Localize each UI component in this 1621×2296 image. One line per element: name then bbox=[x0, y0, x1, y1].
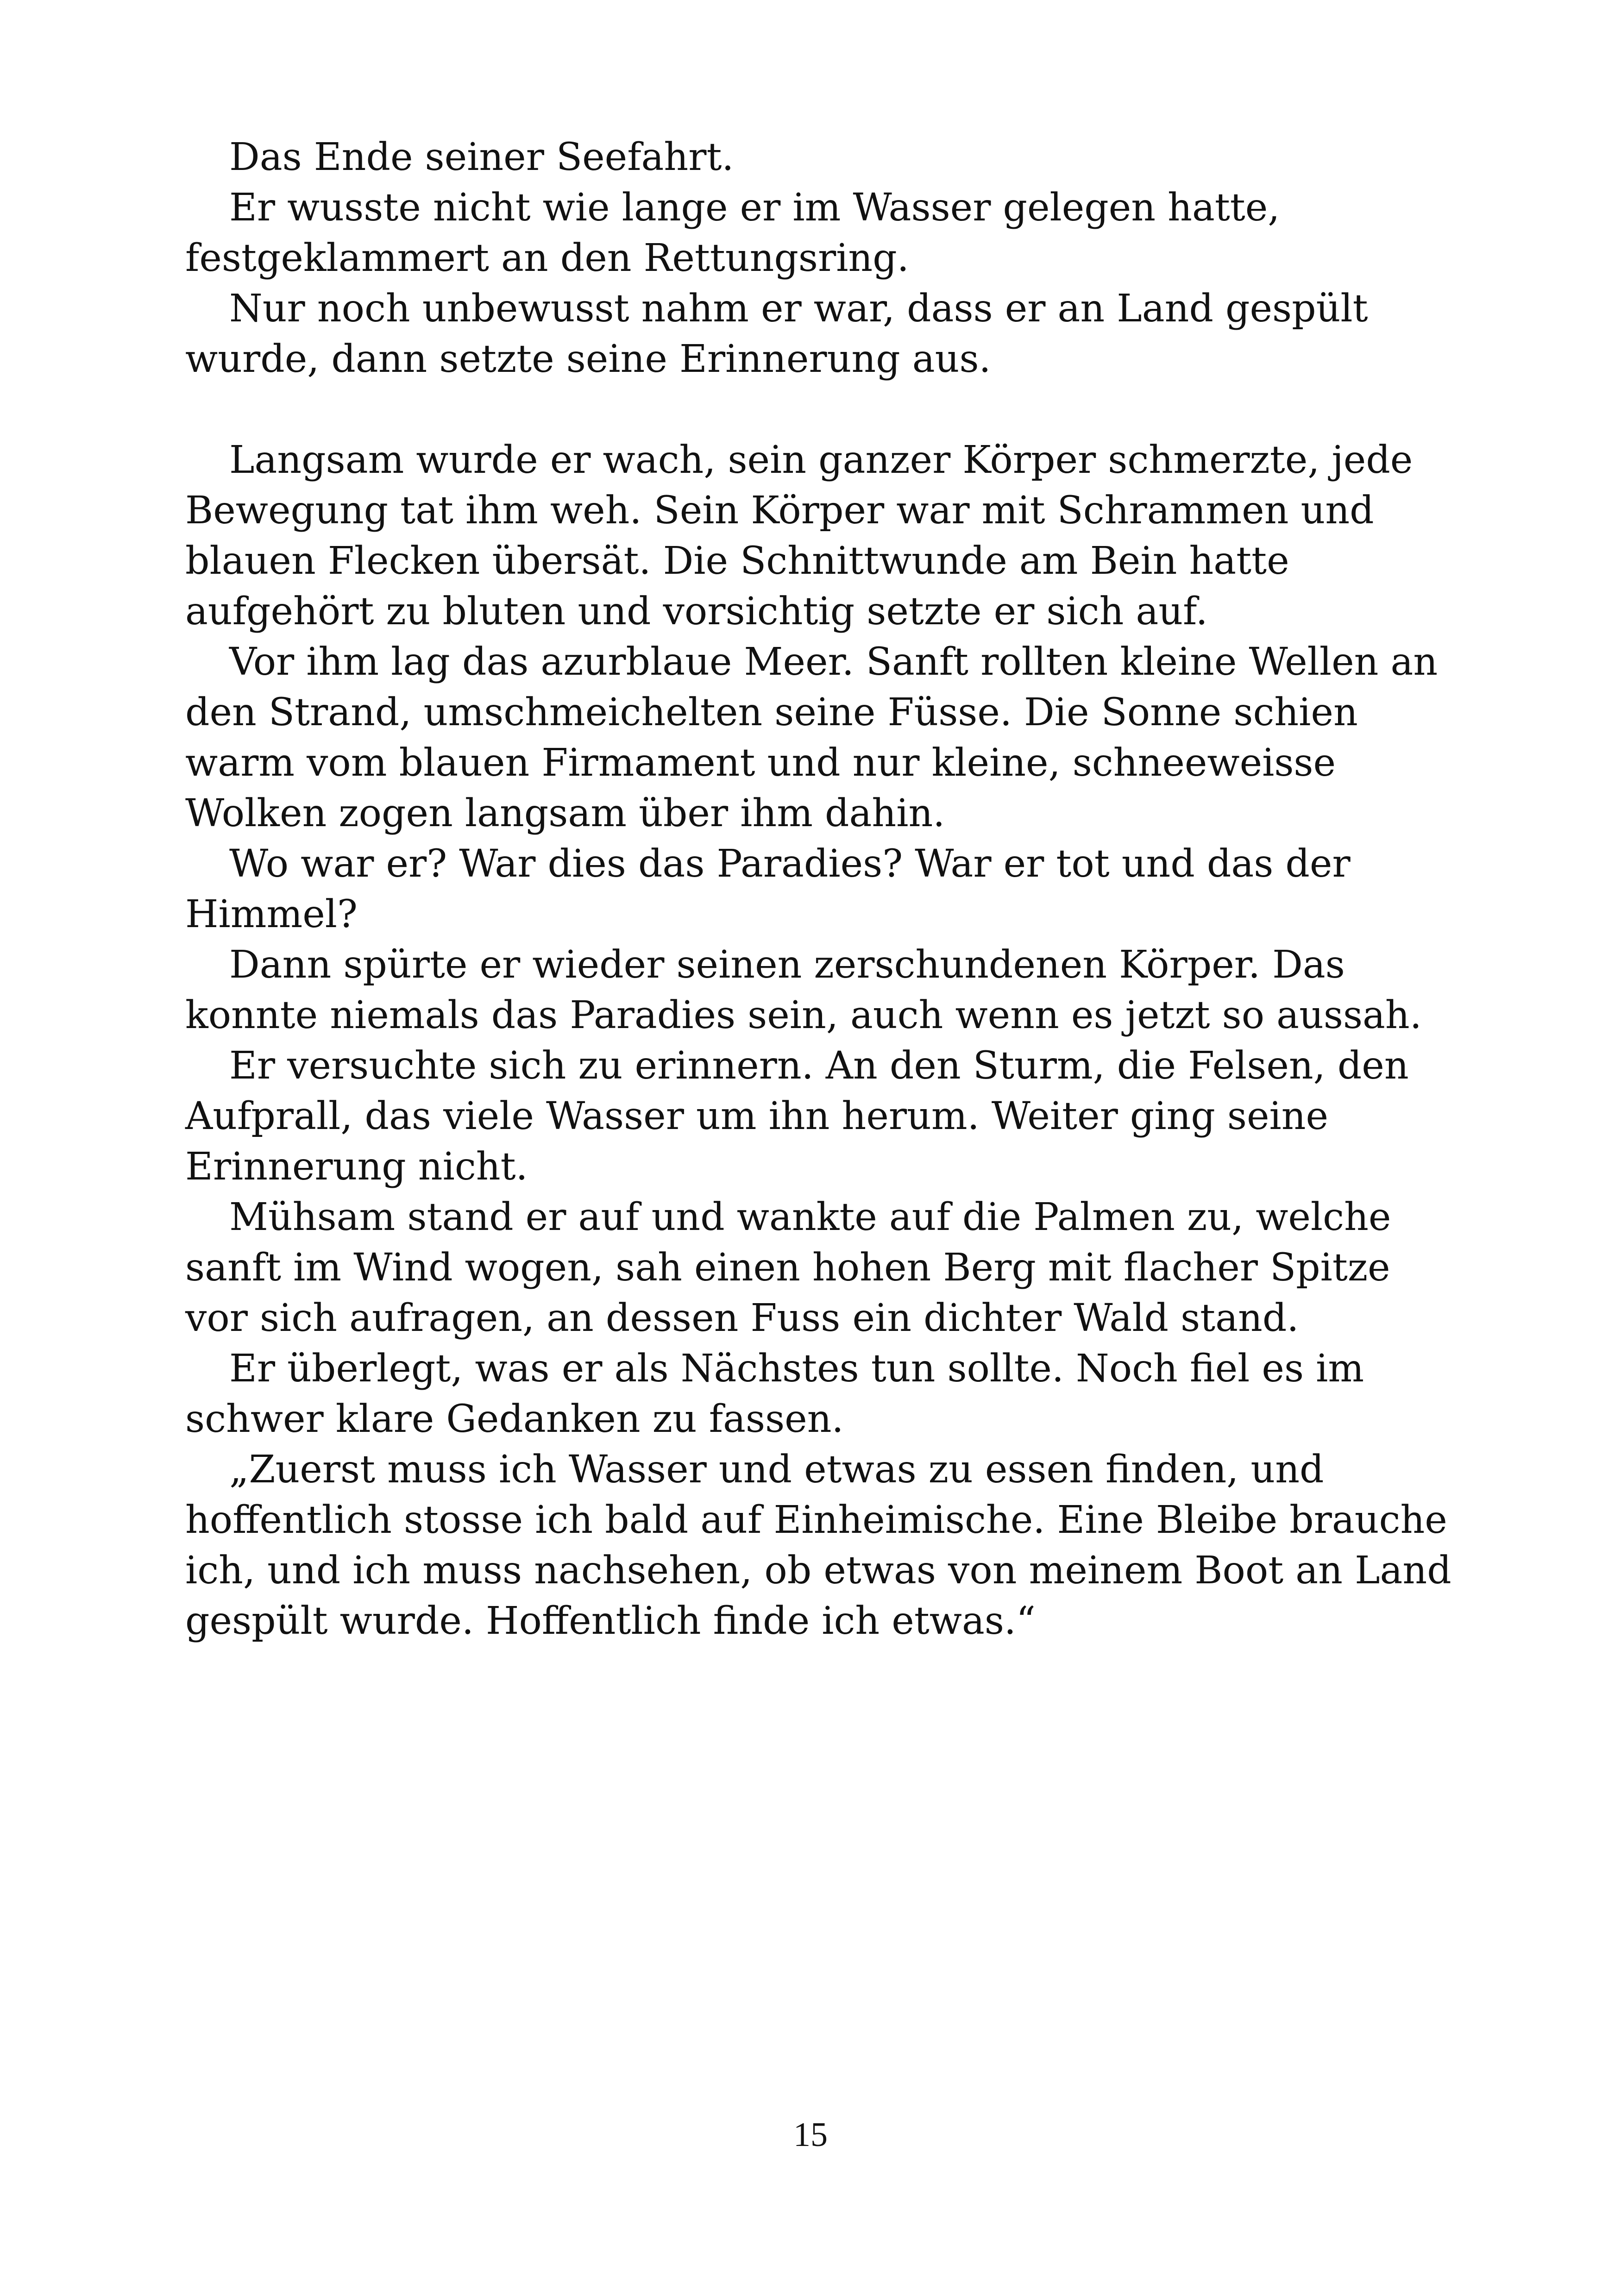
paragraph-6: Wo war er? War dies das Paradies? War er tot und das der Himmel? bbox=[185, 842, 1351, 936]
paragraph-9: Mühsam stand er auf und wankte auf die Palmen zu, welche sanft im Wind wogen, sah einen hohen Berg mit flacher Spitze vor sich aufragen, an dessen Fuss ein dichter Wald stand. bbox=[185, 1195, 1391, 1340]
paragraph-2: Er wusste nicht wie lange er im Wasser gelegen hatte, festgeklammert an den Rettungsring. bbox=[185, 186, 1280, 280]
page-number: 15 bbox=[793, 2116, 828, 2154]
paragraph-11: „Zuerst muss ich Wasser und etwas zu essen finden, und hoffentlich stosse ich bald auf Einheimische. Eine Bleibe brauche ich, und ich muss nachsehen, ob etwas von meinem Boot an Land gespült wurde. Hoffentlich finde ich etwas.“ bbox=[185, 1448, 1451, 1643]
paragraph-10: Er überlegt, was er als Nächstes tun sollte. Noch fiel es im schwer klare Gedanken zu fassen. bbox=[185, 1347, 1364, 1441]
paragraph-5: Vor ihm lag das azurblaue Meer. Sanft rollten kleine Wellen an den Strand, umschmeichelten seine Füsse. Die Sonne schien warm vom blauen Firmament und nur kleine, schneeweisse Wolken zogen langsam über ihm dahin. bbox=[185, 640, 1438, 835]
body-text bbox=[185, 132, 1464, 1646]
paragraph-4: Langsam wurde er wach, sein ganzer Körper schmerzte, jede Bewegung tat ihm weh. Sein Körper war mit Schrammen und blauen Flecken übersät. Die Schnittwunde am Bein hatte aufgehört zu bluten und vorsichtig setzte er sich auf. bbox=[185, 438, 1413, 634]
paragraph-7: Dann spürte er wieder seinen zerschundenen Körper. Das konnte niemals das Paradies sein, auch wenn es jetzt so aussah. bbox=[185, 943, 1422, 1037]
paragraph-8: Er versuchte sich zu erinnern. An den Sturm, die Felsen, den Aufprall, das viele Wasser um ihn herum. Weiter ging seine Erinnerung nicht. bbox=[185, 1044, 1409, 1189]
section-break bbox=[185, 384, 1464, 435]
paragraph-1: Das Ende seiner Seefahrt. bbox=[229, 135, 734, 179]
paragraph-3: Nur noch unbewusst nahm er war, dass er an Land gespült wurde, dann setzte seine Erinnerung aus. bbox=[185, 287, 1368, 381]
